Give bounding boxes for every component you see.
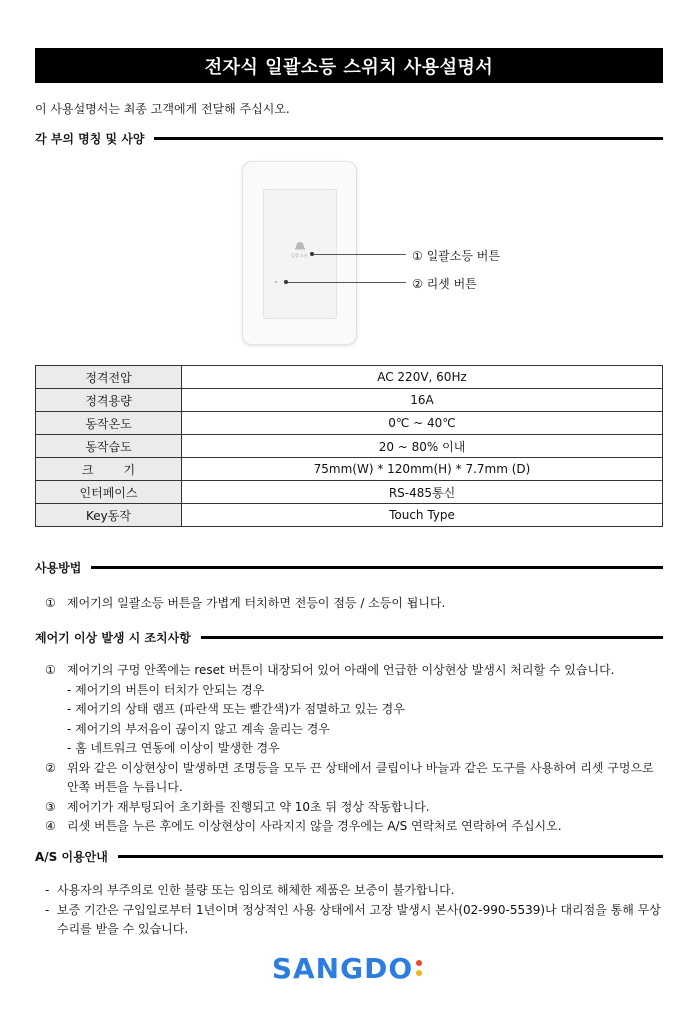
list-item bbox=[45, 661, 654, 681]
spec-value: AC 220V, 60Hz bbox=[182, 366, 663, 389]
spec-key bbox=[36, 458, 182, 481]
section-rule bbox=[154, 137, 663, 140]
spec-value: RS-485통신 bbox=[182, 481, 663, 504]
item-number: ③ bbox=[45, 799, 56, 814]
spec-value: Touch Type bbox=[182, 504, 663, 527]
table-row bbox=[36, 412, 663, 435]
table-row bbox=[36, 504, 663, 527]
callout-line-1 bbox=[314, 254, 406, 255]
sangdo-logo bbox=[0, 952, 694, 985]
item-continuation: 수리를 받을 수 있습니다. bbox=[57, 922, 189, 936]
list-item bbox=[45, 901, 661, 921]
spec-key: 인터페이스 bbox=[36, 481, 182, 504]
table-row bbox=[36, 458, 663, 481]
item-number: ① bbox=[45, 663, 56, 677]
spec-value: 20 ~ 80% 이내 bbox=[182, 435, 663, 458]
callout-label-reset-button: ② 리셋 버튼 bbox=[412, 277, 477, 291]
sub-item: - 제어기의 상태 램프 (파란색 또는 빨간색)가 점멸하고 있는 경우 bbox=[67, 702, 405, 716]
reset-hole bbox=[275, 281, 277, 283]
spec-key: 동작온도 bbox=[36, 412, 182, 435]
section-header-usage bbox=[35, 559, 663, 575]
item-text: 보증 기간은 구입일로부터 1년이며 정상적인 사용 상태에서 고장 발생시 본사(02-990-5539)나 대리점을 통해 무상 bbox=[57, 902, 661, 917]
spec-value: 16A bbox=[182, 389, 663, 412]
switch-device-image bbox=[242, 161, 357, 345]
sub-item: - 제어기의 부저음이 끊이지 않고 계속 울리는 경우 bbox=[67, 721, 330, 736]
section-header-parts bbox=[35, 130, 663, 146]
light-bulb-icon bbox=[294, 241, 306, 251]
spec-key: Key동작 bbox=[36, 504, 182, 527]
table-row bbox=[36, 481, 663, 504]
item-dash: - bbox=[45, 902, 50, 917]
section-title: A/S 이용안내 bbox=[35, 849, 108, 864]
spec-key: 정격용량 bbox=[36, 389, 182, 412]
item-text: 제어기의 일괄소등 버튼을 가볍게 터치하면 전등이 점등 / 소등이 됩니다. bbox=[67, 596, 446, 610]
item-text: 리셋 버튼을 누른 후에도 이상현상이 사라지지 않을 경우에는 A/S 연락처로 연락하여 주십시오. bbox=[67, 819, 562, 833]
callout-line-2 bbox=[288, 282, 406, 283]
list-item bbox=[45, 759, 654, 779]
section-header-as bbox=[35, 848, 663, 864]
section-rule bbox=[91, 566, 663, 569]
table-row bbox=[36, 435, 663, 458]
item-text: 제어기의 구멍 안쪽에는 reset 버튼이 내장되어 있어 아래에 언급한 이상현상 발생시 처리할 수 있습니다. bbox=[67, 663, 615, 677]
section-rule bbox=[118, 855, 663, 858]
section-title: 제어기 이상 발생 시 조치사항 bbox=[35, 630, 191, 645]
sub-item: - 제어기의 버튼이 터치가 안되는 경우 bbox=[67, 682, 265, 697]
usage-paragraph bbox=[45, 594, 445, 614]
spec-value: 75mm(W) * 120mm(H) * 7.7mm (D) bbox=[182, 458, 663, 481]
section-rule bbox=[201, 636, 663, 639]
spec-key-spaced: 크기 bbox=[81, 462, 166, 477]
document-title: 전자식 일괄소등 스위치 사용설명서 bbox=[35, 48, 663, 83]
item-number: ④ bbox=[45, 819, 56, 833]
spec-key: 정격전압 bbox=[36, 366, 182, 389]
callout-label-light-off-button: ① 일괄소등 버튼 bbox=[412, 249, 500, 263]
list-item bbox=[45, 798, 654, 818]
list-item bbox=[45, 594, 445, 614]
item-text: 위와 같은 이상현상이 발생하면 조명등을 모두 끈 상태에서 클립이나 바늘과 같은 도구를 사용하여 리셋 구멍으로 bbox=[67, 760, 654, 775]
item-continuation: 안쪽 버튼을 누릅니다. bbox=[67, 780, 183, 794]
item-dash: - bbox=[45, 883, 50, 897]
spec-table bbox=[35, 365, 663, 527]
item-text: 제어기가 재부팅되어 초기화를 진행되고 약 10초 뒤 정상 작동합니다. bbox=[67, 799, 430, 814]
logo-colon-icon bbox=[416, 960, 422, 976]
item-number: ① bbox=[45, 596, 56, 610]
sub-item: - 홈 네트워크 연동에 이상이 발생한 경우 bbox=[67, 741, 280, 755]
intro-text: 이 사용설명서는 최종 고객에게 전달해 주십시오. bbox=[35, 102, 290, 116]
section-header-trouble bbox=[35, 629, 663, 645]
table-row bbox=[36, 366, 663, 389]
list-item bbox=[45, 817, 654, 837]
logo-text: SANGDO bbox=[271, 952, 414, 985]
section-title: 각 부의 명칭 및 사양 bbox=[35, 131, 145, 146]
section-title: 사용방법 bbox=[35, 560, 82, 575]
trouble-list bbox=[45, 661, 654, 837]
item-text: 사용자의 부주의로 인한 불량 또는 임의로 해체한 제품은 보증이 불가합니다. bbox=[57, 883, 455, 897]
spec-key: 동작습도 bbox=[36, 435, 182, 458]
item-number: ② bbox=[45, 760, 56, 775]
table-row bbox=[36, 389, 663, 412]
spec-value: 0℃ ~ 40℃ bbox=[182, 412, 663, 435]
list-item bbox=[45, 881, 661, 901]
switch-tiny-label: 일괄 소등 bbox=[291, 253, 308, 258]
as-info-list bbox=[45, 881, 661, 940]
